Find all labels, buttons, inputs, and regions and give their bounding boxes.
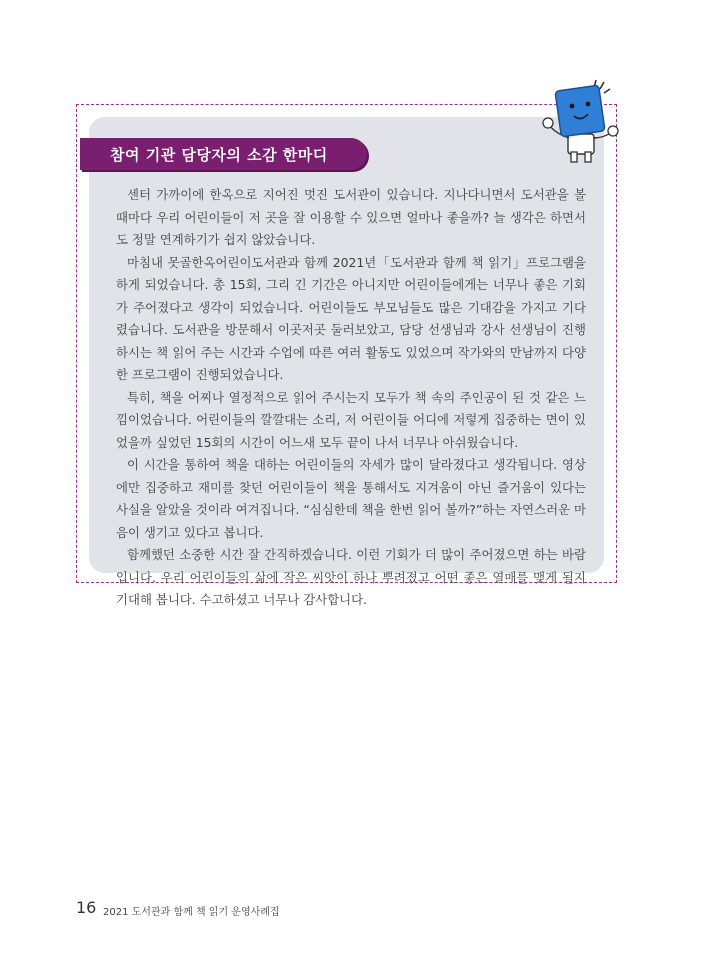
paragraph: 특히, 책을 어찌나 열정적으로 읽어 주시는지 모두가 책 속의 주인공이 된 것 같은 느낌이었습니다. 어린이들의 깔깔대는 소리, 저 어린이들 어디에 저렇게 집중하는 면이 있었을까 싶었던 15회의 시간이 어느새 모두 끝이 나서 너무나 아쉬웠습니다.	[116, 389, 586, 450]
paragraph: 센터 가까이에 한옥으로 지어진 멋진 도서관이 있습니다. 지나다니면서 도서관을 볼 때마다 우리 어린이들이 저 곳을 잘 이용할 수 있으면 얼마나 좋을까? 늘 생각은 하면서도 정말 연계하기가 쉽지 않았습니다.	[116, 187, 586, 247]
testimonial-body	[116, 184, 586, 612]
paragraph: 함께했던 소중한 시간 잘 간직하겠습니다. 이런 기회가 더 많이 주어졌으면 하는 바람입니다. 우리 어린이들의 삶에 작은 씨앗이 하나 뿌려졌고 어떤 좋은 열매를 맺게 될지 기대해 봅니다. 수고하셨고 너무나 감사합니다.	[116, 547, 586, 607]
section-title: 참여 기관 담당자의 소감 한마디	[110, 146, 328, 164]
page-number: 16	[76, 898, 97, 917]
paragraph: 이 시간을 통하여 책을 대하는 어린이들의 자세가 많이 달라졌다고 생각됩니다. 영상에만 집중하고 재미를 찾던 어린이들이 책을 통해서도 지겨움이 아닌 즐거움이 있다는 사실을 알았을 것이라 여겨집니다. “심심한데 책을 한번 읽어 볼까?”하는 자연스러운 마음이 생기고 있다고 봅니다.	[116, 457, 586, 540]
paragraph: 마침내 못골한옥어린이도서관과 함께 2021년「도서관과 함께 책 읽기」프로그램을 하게 되었습니다. 총 15회, 그리 긴 기간은 아니지만 어린이들에게는 너무나 좋은 기회가 주어졌다고 생각이 되었습니다. 어린이들도 부모님들도 많은 기대감을 가지고 기다렸습니다. 도서관을 방문해서 이곳저곳 둘러보았고, 담당 선생님과 강사 선생님이 진행하시는 책 읽어 주는 시간과 수업에 따른 여러 활동도 있었으며 작가와의 만남까지 다양한 프로그램이 진행되었습니다.	[116, 254, 586, 382]
footer-book-title: 2021 도서관과 함께 책 읽기 운영사례집	[103, 907, 280, 918]
book-mascot-icon	[538, 72, 626, 168]
